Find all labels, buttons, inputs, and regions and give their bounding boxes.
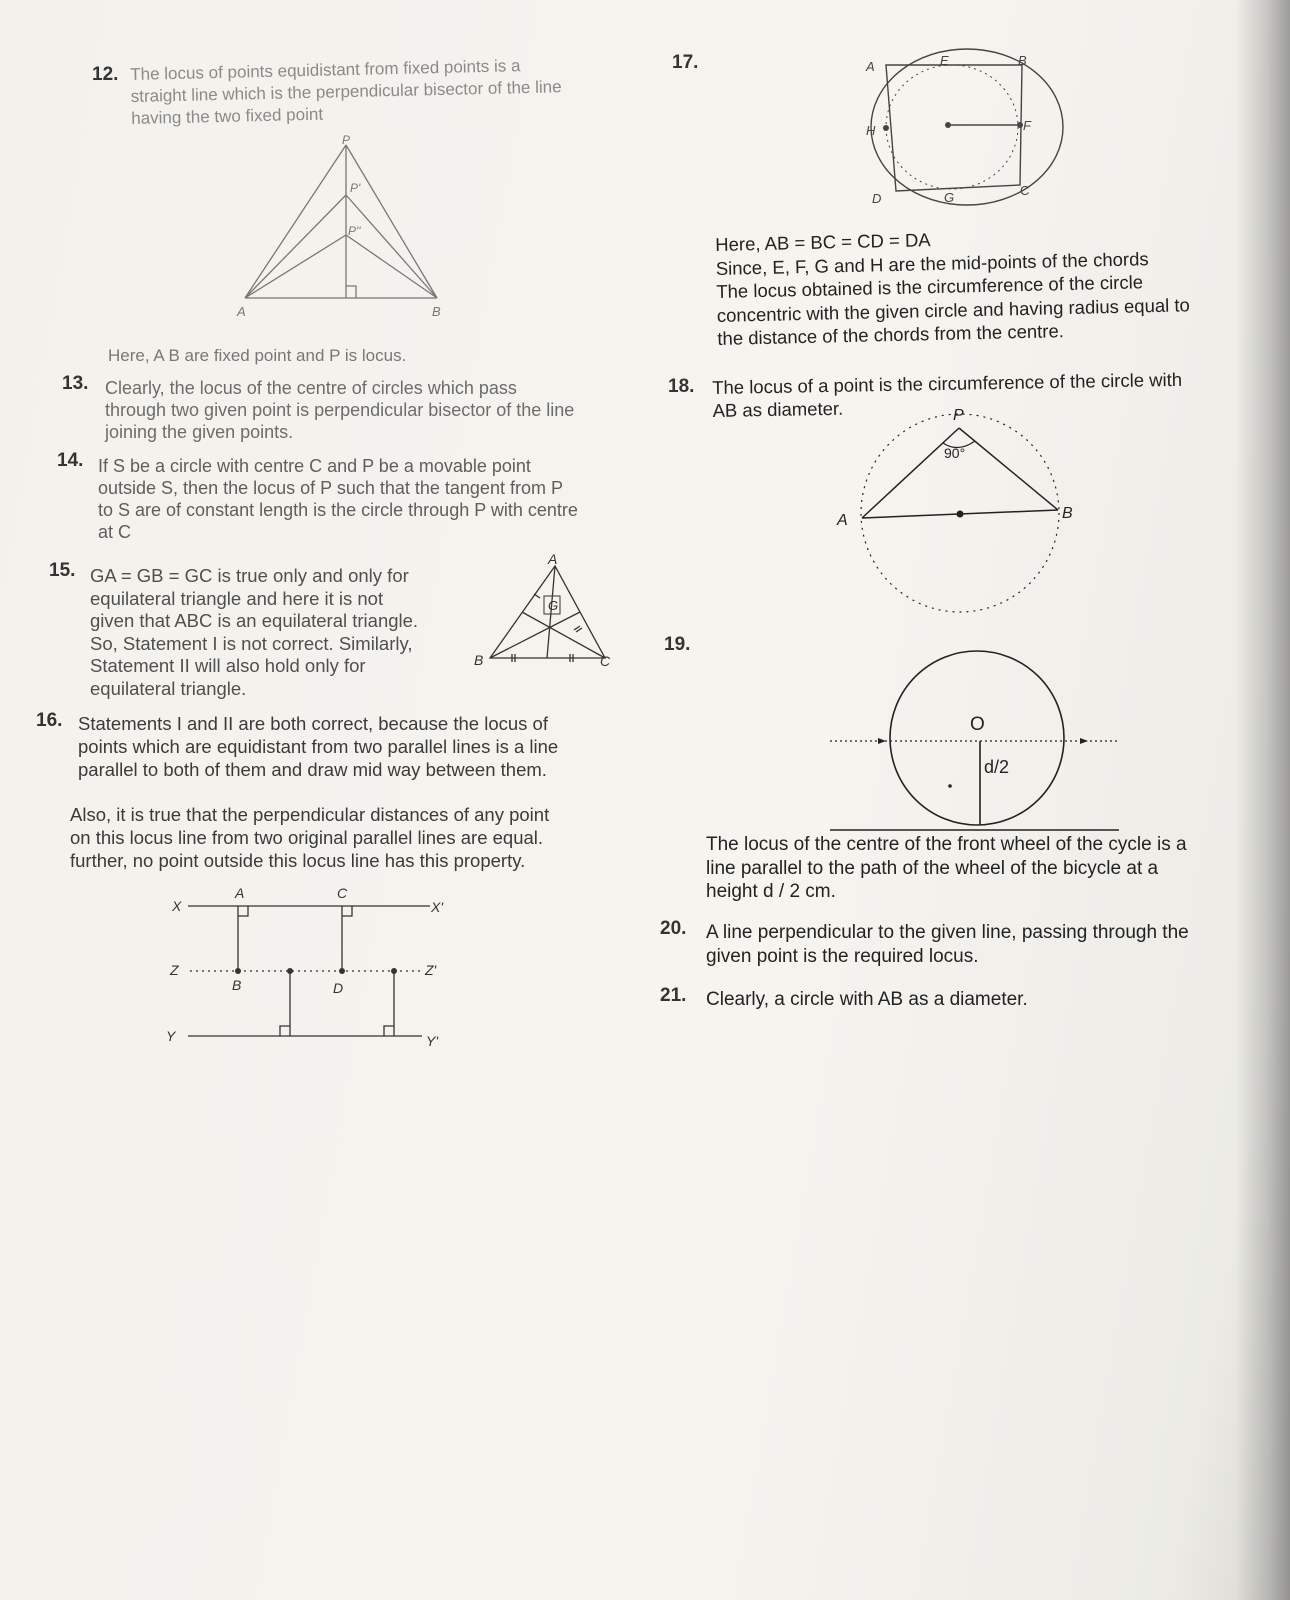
label-g: G: [548, 598, 559, 613]
label-c: C: [600, 653, 611, 669]
label-b: B: [232, 977, 242, 993]
label-x: X: [172, 898, 182, 914]
semicircle-angle-figure: [835, 400, 1095, 625]
question-number: 21.: [660, 985, 687, 1006]
parallel-lines-figure: [160, 878, 460, 1053]
question-text: GA = GB = GC is true only and only for equilateral triangle and here it is not given that ABC is an equilateral triangle. So, Statement I is not correct. Similarly, Statement II will also hold only for equilateral triangle.: [90, 565, 419, 699]
question-text: Here, AB = BC = CD = DA Since, E, F, G and H are the mid-points of the chords The locus obtained is the circumference of the circle concentric with the given circle and having radius equal to the distance of the chords from the centre.: [715, 229, 1191, 349]
page-edge-shadow: [1235, 0, 1290, 1600]
label-b: B: [1062, 505, 1073, 522]
wheel-circle: [890, 651, 1064, 825]
angle-label: 90°: [944, 445, 966, 461]
chord-pb: [959, 428, 1058, 510]
question-number: 17.: [672, 52, 699, 73]
right-angle-mark: [346, 286, 356, 298]
question-number: 12.: [92, 64, 119, 85]
question-text: The locus of a point is the circumference of the circle with AB as diameter.: [712, 368, 1183, 421]
label-d: D: [333, 980, 344, 996]
question-text: The locus of the centre of the front wheel of the cycle is a line parallel to the path of the wheel of the bicycle at a height d / 2 cm.: [706, 834, 1187, 902]
question-text: A line perpendicular to the given line, passing through the given point is the required locus.: [706, 922, 1189, 967]
label-b: B: [432, 304, 441, 319]
label-z: Z: [170, 962, 179, 978]
label-o: O: [970, 714, 985, 735]
label-z1: Z': [425, 962, 437, 978]
figure-caption: Here, A B are fixed point and P is locus.: [108, 346, 407, 365]
chord-ap: [862, 428, 959, 518]
question-number: 19.: [664, 634, 691, 655]
question-number: 20.: [660, 918, 687, 939]
question-number: 15.: [49, 560, 76, 581]
label-c: C: [1020, 183, 1030, 198]
question-number: 18.: [668, 376, 695, 397]
label-b: B: [474, 652, 484, 668]
label-p: P: [953, 407, 964, 424]
question-number: 13.: [62, 373, 89, 394]
question-text: The locus of points equidistant from fixed points is a straight line which is the perpendicular bisector of the line having the two fixed point: [130, 56, 562, 128]
label-y: Y: [166, 1028, 176, 1044]
locus-circle: [886, 65, 1018, 189]
question-text: Clearly, the locus of the centre of circles which pass through two given point is perpendicular bisector of the line joining the given points.: [105, 378, 575, 442]
label-x1: X': [431, 899, 444, 915]
label-a: A: [237, 304, 246, 319]
question-text: If S be a circle with centre C and P be a movable point outside S, then the locus of P such that the tangent from P to S are of constant length is the circle through P with centre at C: [98, 456, 578, 542]
label-y1: Y': [426, 1033, 439, 1049]
label-d2: d/2: [984, 757, 1010, 777]
inscribed-square-figure: [860, 45, 1080, 215]
question-number: 16.: [36, 710, 63, 731]
perpendicular-bisector-figure: [225, 130, 465, 325]
label-p1: P': [350, 181, 361, 195]
question-number: 14.: [57, 450, 84, 471]
label-g: G: [944, 190, 955, 205]
label-a: A: [548, 551, 558, 567]
label-a: A: [866, 59, 875, 74]
label-a: A: [235, 885, 245, 901]
label-e: E: [940, 53, 949, 68]
label-f: F: [1023, 118, 1031, 133]
wheel-path-figure: [830, 640, 1130, 840]
label-b: B: [1018, 53, 1027, 68]
question-text-para1: Statements I and II are both correct, because the locus of points which are equidistant from two parallel lines is a line parallel to both of them and draw mid way between them.: [78, 713, 559, 780]
question-text-para2: Also, it is true that the perpendicular distances of any point on this locus line from two original parallel lines are equal. further, no point outside this locus line has this property.: [70, 804, 550, 871]
label-p2: P'': [348, 224, 361, 238]
label-a: A: [837, 512, 848, 529]
label-d: D: [872, 191, 882, 206]
square-abcd: [886, 65, 1022, 191]
label-h: H: [866, 123, 876, 138]
triangle-centroid-figure: [470, 548, 630, 688]
label-p: P: [342, 133, 351, 147]
question-text: Clearly, a circle with AB as a diameter.: [706, 989, 1028, 1010]
label-c: C: [337, 885, 348, 901]
outer-circle: [871, 49, 1063, 205]
